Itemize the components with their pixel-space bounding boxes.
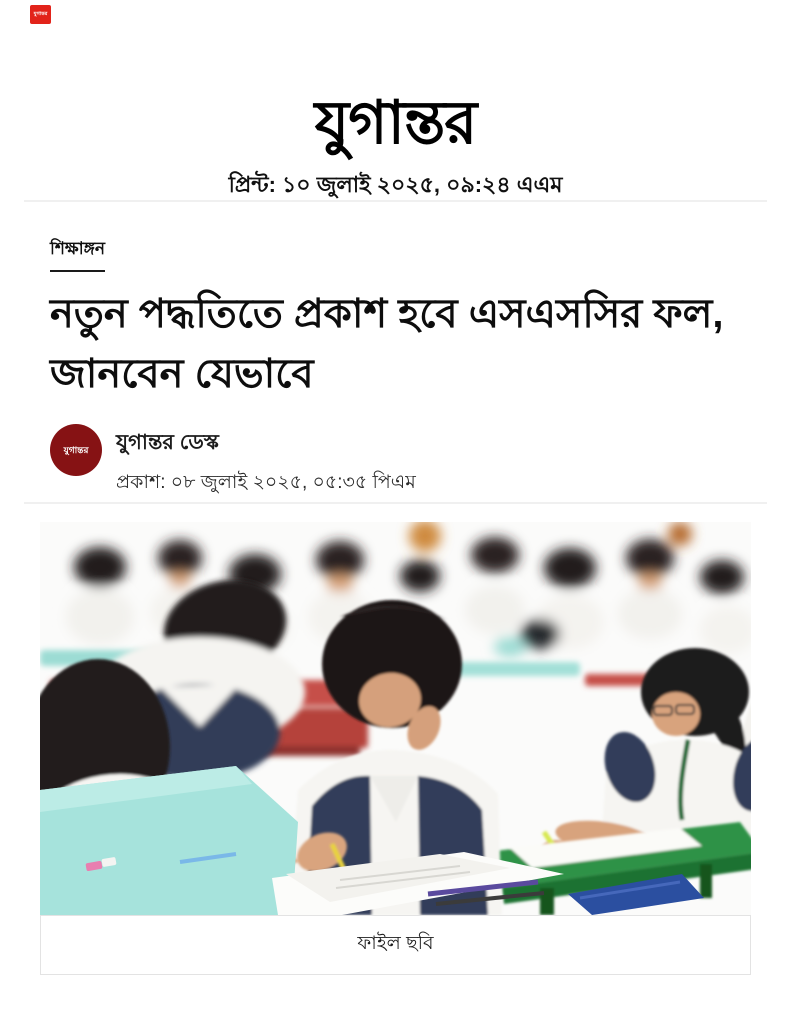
author-avatar-text: যুগান্তর (63, 444, 89, 455)
author-block (50, 424, 416, 500)
author-meta (116, 424, 416, 500)
newspaper-logo: যুগান্তর (314, 88, 477, 158)
author-avatar (50, 424, 102, 476)
article-figure (40, 522, 751, 975)
body-divider (24, 502, 767, 504)
article-headline: নতুন পদ্ধতিতে প্রকাশ হবে এসএসসির ফল, জানবেন যেভাবে (50, 292, 724, 396)
publish-timestamp: প্রকাশ: ০৮ জুলাই ২০২৫, ০৫:৩৫ পিএম (116, 472, 416, 493)
print-timestamp: প্রিন্ট: ১০ জুলাই ২০২৫, ০৯:২৪ এএম (228, 172, 563, 197)
site-logo-badge (30, 5, 51, 24)
header-divider (24, 200, 767, 202)
masthead (0, 86, 791, 160)
author-name: যুগান্তর ডেস্ক (116, 431, 219, 454)
category-tag: শিক্ষাঙ্গন (50, 236, 105, 272)
photo-caption: ফাইল ছবি (40, 915, 751, 975)
article-photo (40, 522, 751, 915)
site-logo-badge-text: যুগান্তর (33, 11, 48, 17)
